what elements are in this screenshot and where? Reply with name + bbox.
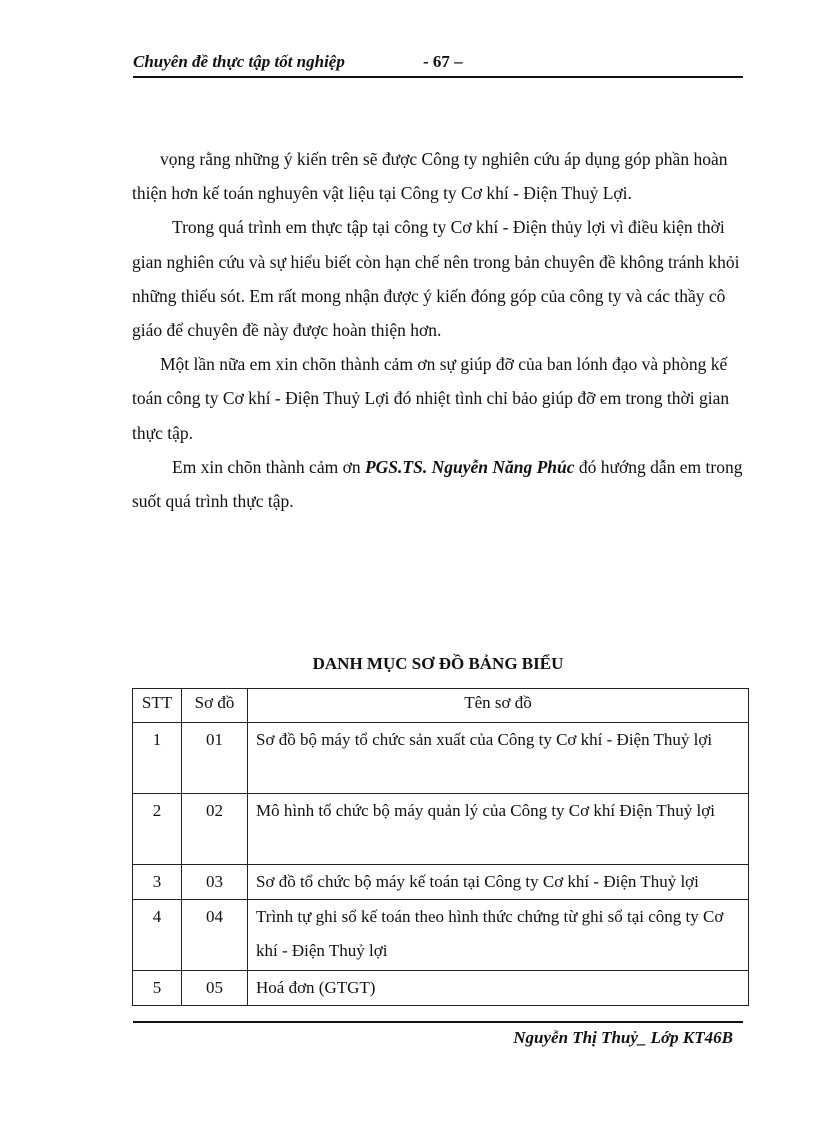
cell-stt: 5 [133,971,182,1006]
header-divider [133,76,743,78]
cell-name: Sơ đồ bộ máy tổ chức sản xuất của Công ty Cơ khí - Điện Thuỷ lợi [248,723,749,794]
diagram-list-title: DANH MỤC SƠ ĐỒ BẢNG BIỂU [312,654,564,673]
table-row [133,900,749,971]
cell-code: 01 [182,723,248,794]
page-header [133,52,743,78]
cell-name: Hoá đơn (GTGT) [248,971,749,1006]
header-title: Chuyên đề thực tập tốt nghiệp [133,52,345,71]
paragraph-4-lead: Em xin chõn thành cảm ơn [172,456,365,477]
footer-divider [133,1021,743,1023]
table-row [133,865,749,900]
cell-stt: 1 [133,723,182,794]
cell-name: Trình tự ghi sổ kế toán theo hình thức chứng từ ghi sổ tại công ty Cơ khí - Điện Thuỷ lợi [248,900,749,971]
paragraph-3: Một lần nữa em xin chõn thành cảm ơn sự giúp đỡ của ban lónh đạo và phòng kế toán công ty Cơ khí - Điện Thuỷ Lợi đó nhiệt tình chỉ bảo giúp đỡ em trong thời gian thực tập. [132,354,730,443]
paragraph-1: vọng rằng những ý kiến trên sẽ được Công ty nghiên cứu áp dụng góp phần hoàn thiện hơn kế toán nghuyên vật liệu tại Công ty Cơ khí - Điện Thuỷ Lợi. [132,149,728,204]
table-row [133,971,749,1006]
paragraph-4-tail: đó hướng dẫn em trong suốt quá trình thực tập. [132,456,743,512]
body-text [132,142,744,518]
table-row [133,723,749,794]
header-stt: STT [133,689,182,723]
diagram-list-table [132,688,749,1006]
paragraph-2: Trong quá trình em thực tập tại công ty Cơ khí - Điện thủy lợi vì điều kiện thời gian nghiên cứu và sự hiểu biết còn hạn chế nên trong bản chuyên đề không tránh khỏi những thiếu sót. Em rất mong nhận được ý kiến đóng góp của công ty và các thầy cô giáo để chuyên đề này được hoàn thiện hơn. [132,217,740,341]
cell-stt: 2 [133,794,182,865]
paragraph-4 [132,450,744,518]
table-row [133,794,749,865]
cell-name: Mô hình tổ chức bộ máy quản lý của Công ty Cơ khí Điện Thuỷ lợi [248,794,749,865]
cell-code: 02 [182,794,248,865]
cell-code: 05 [182,971,248,1006]
footer-author: Nguyễn Thị Thuỷ_ Lớp KT46B [513,1028,733,1047]
advisor-name: PGS.TS. Nguyễn Năng Phúc [364,456,575,477]
cell-stt: 4 [133,900,182,971]
header-diagram-name: Tên sơ đồ [248,689,749,723]
page-number: - 67 – [423,52,463,71]
cell-name: Sơ đồ tổ chức bộ máy kế toán tại Công ty Cơ khí - Điện Thuỷ lợi [248,865,749,900]
cell-code: 03 [182,865,248,900]
table-header-row [133,689,749,723]
cell-stt: 3 [133,865,182,900]
cell-code: 04 [182,900,248,971]
header-diagram-code: Sơ đồ [182,689,248,723]
